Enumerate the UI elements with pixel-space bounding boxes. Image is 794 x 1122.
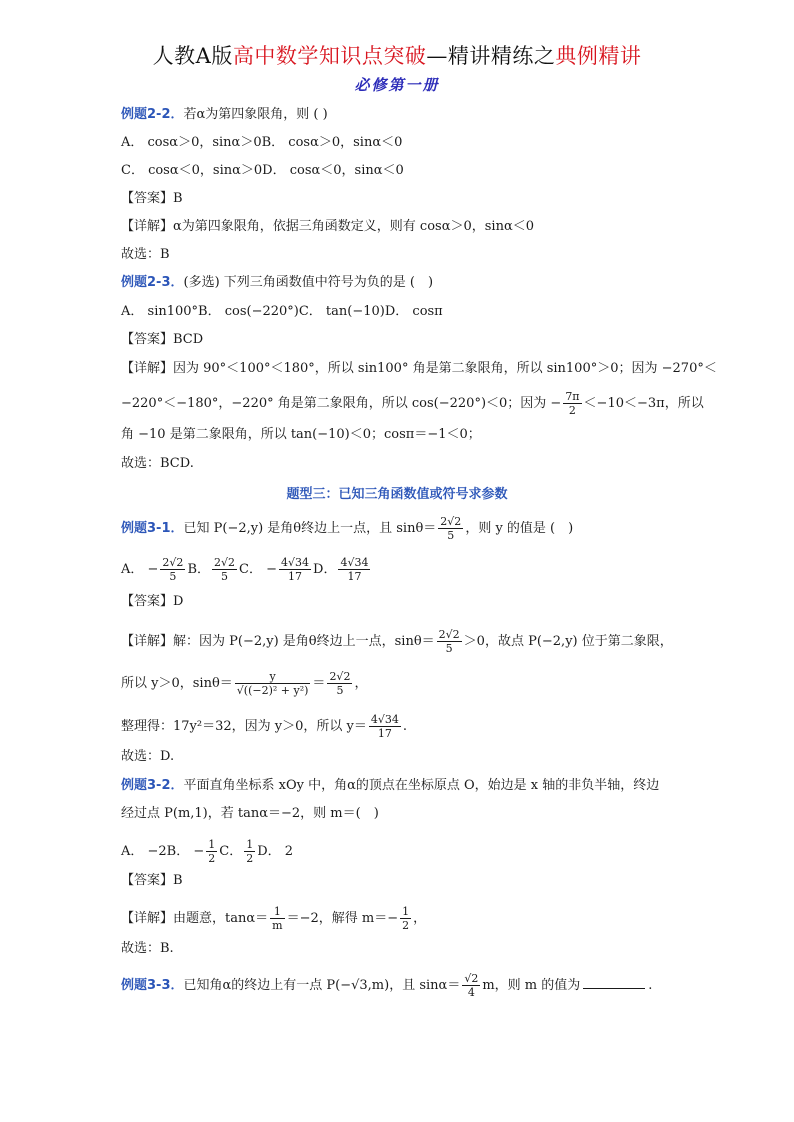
fraction: $\frac{1}{2}$: [246, 838, 254, 865]
ex32-explanation: 【详解】由题意，tanα＝ $\frac{1}{m}$ ＝−2，解得 m＝− $\frac{1}{2}$ ，: [121, 905, 427, 932]
fraction: $\frac{y}{\text{√((−2)² + y²)}}$: [236, 670, 309, 697]
fraction: $\frac{2√2}{5}$: [438, 628, 460, 655]
ex22-label: 例题2-2．: [121, 107, 184, 122]
ex23-label: 例题2-3．: [121, 275, 184, 290]
fraction: $\frac{2√2}{5}$: [162, 556, 184, 583]
ex23-question: 例题2-3．(多选) 下列三角函数值中符号为负的是 ( ): [121, 275, 434, 290]
ex32-label: 例题3-2．: [121, 778, 184, 793]
fraction: $\frac{1}{2}$: [402, 905, 410, 932]
ex33-question: 例题3-3．已知角α的终边上有一点 P(−√3,m)，且 sinα＝ $\frac{√2}{4}$ m，则 m 的值为 .: [121, 972, 653, 999]
ex32-options: A． −2B． − $\frac{1}{2}$ C． $\frac{1}{2}$ D． 2: [121, 838, 294, 865]
ex31-explanation-3: 整理得：17y²＝32，因为 y＞0，所以 y＝ $\frac{4√34}{17}$ .: [121, 713, 408, 740]
fraction: $\frac{1}{2}$: [208, 838, 216, 865]
ex22-answer: 【答案】B: [121, 191, 183, 206]
fraction: $\frac{7\pi}{2}$: [565, 390, 580, 417]
ex31-options: A． − $\frac{2√2}{5}$ B． $\frac{2√2}{5}$ C． − $\frac{4√34}{17}$ D． $\frac{4√34}{17}$: [121, 556, 369, 583]
ex31-label: 例题3-1．: [121, 521, 184, 536]
fraction: $\frac{4√34}{17}$: [281, 556, 310, 583]
ex22-question: 例题2-2．若α为第四象限角，则 ( ): [121, 107, 328, 122]
ex32-answer: 【答案】B: [121, 873, 183, 888]
ex31-selection: 故选：D.: [121, 749, 175, 764]
ex22-explanation: 【详解】α为第四象限角，依据三角函数定义，则有 cosα＞0，sinα＜0: [121, 219, 534, 234]
ex23-answer: 【答案】BCD: [121, 332, 204, 347]
fraction: $\frac{2√2}{5}$: [440, 515, 462, 542]
fraction: $\frac{2√2}{5}$: [329, 670, 351, 697]
ex22-options-ab: A． cosα＞0，sinα＞0B． cosα＞0，sinα＜0: [121, 135, 403, 150]
ex31-explanation-2: 所以 y＞0，sinθ＝ $\frac{y}{\text{√((−2)² + y²)}}$ ＝ $\frac{2√2}{5}$ ，: [121, 670, 368, 697]
page-subtitle: 必修第一册: [354, 76, 440, 94]
ex31-question: 例题3-1．已知 P(−2,y) 是角θ终边上一点，且 sinθ＝ $\frac{2√2}{5}$ ，则 y 的值是 ( ): [121, 515, 574, 542]
ex31-answer: 【答案】D: [121, 594, 184, 609]
ex22-selection: 故选：B: [121, 247, 170, 262]
ex23-explanation-1: 【详解】因为 90°＜100°＜180°，所以 sin100° 角是第二象限角，所以 sin100°＞0；因为 −270°＜: [121, 361, 717, 376]
fraction: $\frac{2√2}{5}$: [214, 556, 236, 583]
fraction: $\frac{√2}{4}$: [464, 972, 479, 999]
fraction: $\frac{4√34}{17}$: [370, 713, 399, 740]
ex32-question-2: 经过点 P(m,1)，若 tanα＝−2，则 m＝( ): [121, 806, 379, 821]
answer-blank: [583, 978, 645, 989]
ex23-explanation-2: −220°＜−180°，−220° 角是第二象限角，所以 cos(−220°)＜0；因为 − $\frac{7\pi}{2}$ ＜−10＜−3π，所以: [121, 390, 704, 417]
ex32-selection: 故选：B.: [121, 941, 174, 956]
fraction: $\frac{1}{m}$: [272, 905, 283, 932]
ex22-options-cd: C． cosα＜0，sinα＞0D． cosα＜0，sinα＜0: [121, 163, 404, 178]
header-part2: 高中数学知识点突破: [232, 44, 427, 68]
ex33-label: 例题3-3．: [121, 978, 184, 993]
fraction: $\frac{4√34}{17}$: [340, 556, 369, 583]
ex23-explanation-3: 角 −10 是第二象限角，所以 tan(−10)＜0；cosπ＝−1＜0；: [121, 427, 481, 442]
ex32-question-1: 例题3-2．平面直角坐标系 xOy 中，角α的顶点在坐标原点 O，始边是 x 轴的非负半轴，终边: [121, 778, 660, 793]
header-part3: —精讲精练之: [426, 44, 556, 68]
ex23-options: A． sin100°B． cos(−220°)C． tan(−10)D． cosπ: [121, 304, 443, 319]
section-heading: 题型三：已知三角函数值或符号求参数: [286, 487, 508, 502]
header-part4: 典例精讲: [555, 44, 642, 68]
header-part1: 人教A版: [152, 44, 233, 68]
ex23-selection: 故选：BCD.: [121, 456, 194, 471]
page-header: [0, 40, 794, 70]
ex31-explanation-1: 【详解】解：因为 P(−2,y) 是角θ终边上一点，sinθ＝ $\frac{2√2}{5}$ ＞0，故点 P(−2,y) 位于第二象限，: [121, 628, 673, 655]
